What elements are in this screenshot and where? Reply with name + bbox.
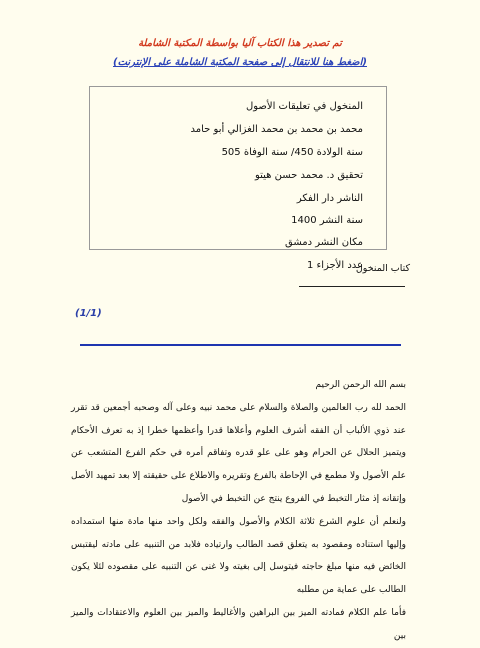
page-number: (1/1) — [75, 308, 102, 319]
export-notice: تم تصدير هذا الكتاب آليا بواسطة المكتبة الشاملة — [138, 38, 342, 49]
book-info-box — [89, 86, 387, 271]
title-divider — [299, 286, 405, 287]
text-paragraph: الحمد لله رب العالمين والصلاة والسلام على محمد نبيه وعلى آله وصحبه أجمعين قد تقرر عند ذوي الألباب أن الفقه أشرف العلوم وأعلاها قدرا وأعظمها خطرا إذ به تعرف الأحكام ويتميز الحلال عن الحرام وهو على علو قدره وتفاقم أمره في حكم الفرع المتشعب عن علم الأصول ولا مطمع في الإحاطة بالفرع وتقريره والاطلاع على حقيقته إلا بعد تمهيد الأصل وإتقانه إذ مثار التخبط في الفروع ينتج عن التخبط في الأصول — [71, 402, 406, 504]
info-volumes: عدد الأجزاء 1 — [306, 260, 363, 271]
info-years: سنة الولادة 450/ سنة الوفاة 505 — [221, 147, 363, 158]
info-editor: تحقيق د. محمد حسن هيتو — [254, 170, 363, 181]
text-paragraph: فأما علم الكلام فمادته الميز بين البراهين والأغاليط والميز بين العلوم والاعتقادات والميز بين — [71, 607, 406, 641]
info-author: محمد بن محمد بن محمد الغزالي أبو حامد — [190, 124, 363, 135]
page-divider — [80, 344, 401, 346]
shamela-website-link[interactable]: (اضغط هنا للانتقال إلى صفحة المكتبة الشاملة على الإنترنت) — [113, 57, 367, 68]
book-title: كتاب المنخول — [355, 263, 410, 274]
info-publish-year: سنة النشر 1400 — [291, 215, 363, 226]
info-publish-place: مكان النشر دمشق — [285, 237, 363, 248]
info-publisher: الناشر دار الفكر — [296, 193, 363, 204]
info-book-title: المنخول في تعليقات الأصول — [245, 101, 363, 112]
book-text — [71, 374, 406, 648]
basmala: بسم الله الرحمن الرحيم — [315, 380, 406, 390]
text-paragraph: ولنعلم أن علوم الشرع ثلاثة الكلام والأصول والفقه ولكل واحد منها مادة منها استمداده وإليها استناده ومقصود به يتعلق قصد الطالب وارتياده فلابد من التنبيه على مادته ليقتبس الخائض فيه منها مبلغ حاجته فيتوسل إلى بغيته ولا غنى عن التنبيه على مقصوده لئلا يكون الطالب على عماية من مطلبه — [71, 516, 406, 596]
